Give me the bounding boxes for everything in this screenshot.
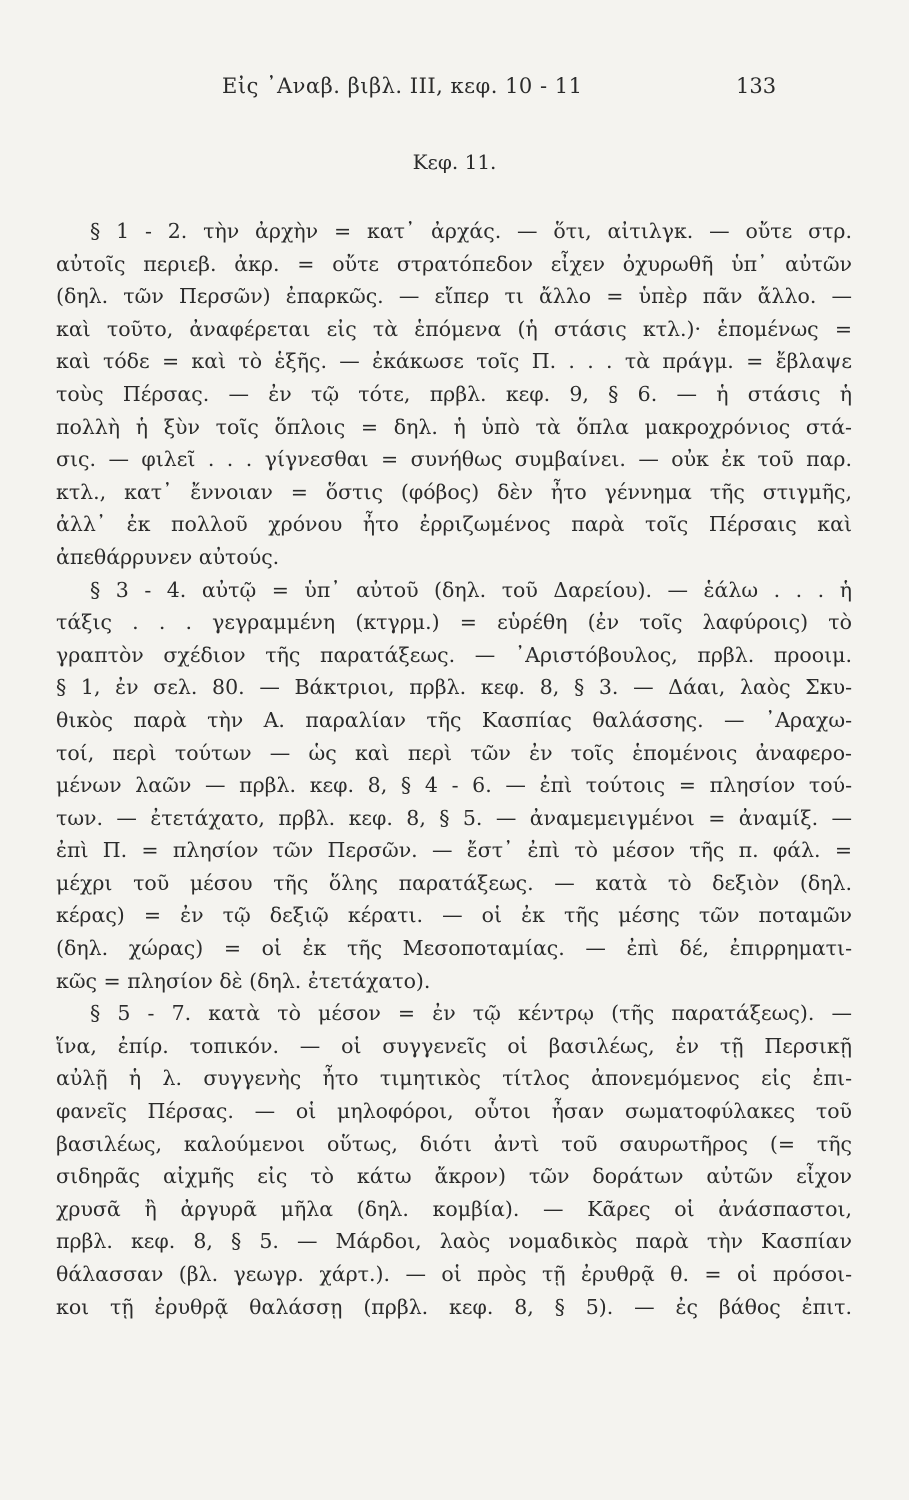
text-line: βασιλέως, καλούμενοι οὕτως, διότι ἀντὶ τοῦ σαυρωτῆρος (= τῆς — [56, 1131, 852, 1156]
running-title: Εἰς ᾿Αναβ. βιβλ. III, κεφ. 10 - 11 — [222, 74, 583, 98]
text-line: (δηλ. χώρας) = οἱ ἐκ τῆς Μεσοποταμίας. — ἐπὶ δέ, ἐπιρρηματι- — [56, 936, 852, 961]
text-line: κτλ., κατ᾿ ἔννοιαν = ὅστις (φόβος) δὲν ἦτο γέννημα τῆς στιγμῆς, — [56, 479, 852, 504]
text-line: κέρας) = ἐν τῷ δεξιῷ κέρατι. — οἱ ἐκ τῆς μέσης τῶν ποταμῶν — [56, 903, 852, 928]
text-line: ἀπεθάρρυνεν αὐτούς. — [56, 544, 280, 569]
text-line: ἵνα, ἐπίρ. τοπικόν. — οἱ συγγενεῖς οἱ βασιλέως, ἐν τῇ Περσικῇ — [56, 1033, 852, 1058]
text-line: § 3 - 4. αὐτῷ = ὑπ᾿ αὐτοῦ (δηλ. τοῦ Δαρείου). — ἑάλω . . . ἡ — [90, 577, 852, 602]
text-line: § 1 - 2. τὴν ἀρχὴν = κατ᾿ ἀρχάς. — ὅτι, αἰτιλγκ. — οὔτε στρ. — [90, 219, 852, 243]
text-line: ἐπὶ Π. = πλησίον τῶν Περσῶν. — ἔστ᾿ ἐπὶ τὸ μέσον τῆς π. φάλ. = — [56, 838, 852, 863]
text-line: μένων λαῶν — πρβλ. κεφ. 8, § 4 - 6. — ἐπὶ τούτοις = πλησίον τού- — [56, 773, 852, 798]
text-line: ἀλλ᾿ ἐκ πολλοῦ χρόνου ἦτο ἐρριζωμένος παρὰ τοῖς Πέρσαις καὶ — [56, 512, 852, 537]
text-line: μέχρι τοῦ μέσου τῆς ὅλης παρατάξεως. — κατὰ τὸ δεξιὸν (δηλ. — [56, 870, 852, 895]
text-line: τάξις . . . γεγραμμένη (κτγρμ.) = εὑρέθη (ἐν τοῖς λαφύροις) τὸ — [56, 610, 852, 635]
text-line: αὐλῇ ἡ λ. συγγενὴς ἦτο τιμητικὸς τίτλος ἀπονεμόμενος εἰς ἐπι- — [56, 1066, 852, 1091]
text-line: σις. — φιλεῖ . . . γίγνεσθαι = συνήθως συμβαίνει. — οὐκ ἐκ τοῦ παρ. — [56, 447, 852, 472]
text-line: θάλασσαν (βλ. γεωγρ. χάρτ.). — οἱ πρὸς τῇ ἐρυθρᾷ θ. = οἱ πρόσοι- — [56, 1262, 852, 1286]
text-line: § 5 - 7. κατὰ τὸ μέσον = ἐν τῷ κέντρῳ (τῆς παρατάξεως). — — [90, 1001, 852, 1026]
text-line: κοι τῇ ἐρυθρᾷ θαλάσσῃ (πρβλ. κεφ. 8, § 5). — ἐς βάθος ἐπιτ. — [56, 1294, 852, 1319]
chapter-heading: Κεφ. 11. — [412, 150, 497, 174]
text-line: χρυσᾶ ἢ ἀργυρᾶ μῆλα (δηλ. κομβία). — Κᾶρες οἱ ἀνάσπαστοι, — [56, 1196, 852, 1221]
running-head — [0, 74, 909, 114]
text-line: πρβλ. κεφ. 8, § 5. — Μάρδοι, λαὸς νομαδικὸς παρὰ τὴν Κασπίαν — [56, 1229, 852, 1254]
text-line: § 1, ἐν σελ. 80. — Βάκτριοι, πρβλ. κεφ. 8, § 3. — Δάαι, λαὸς Σκυ- — [56, 675, 852, 700]
text-line: θικὸς παρὰ τὴν Α. παραλίαν τῆς Κασπίας θαλάσσης. — ᾿Αραχω- — [56, 707, 852, 732]
text-line: των. — ἐτετάχατο, πρβλ. κεφ. 8, § 5. — ἀναμεμειγμένοι = ἀναμίξ. — — [56, 805, 852, 830]
text-line: γραπτὸν σχέδιον τῆς παρατάξεως. — ᾿Αριστόβουλος, πρβλ. προοιμ. — [56, 642, 852, 667]
text-line: πολλὴ ἡ ξὺν τοῖς ὅπλοις = δηλ. ἡ ὑπὸ τὰ ὅπλα μακροχρόνιος στά- — [56, 414, 852, 439]
text-line: κῶς = πλησίον δὲ (δηλ. ἐτετάχατο). — [56, 968, 431, 993]
commentary-text — [56, 215, 852, 1323]
text-line: τοὺς Πέρσας. — ἐν τῷ τότε, πρβλ. κεφ. 9, § 6. — ἡ στάσις ἡ — [56, 381, 852, 406]
text-line: σιδηρᾶς αἰχμῆς εἰς τὸ κάτω ἄκρον) τῶν δοράτων αὐτῶν εἶχον — [56, 1164, 852, 1189]
text-line: (δηλ. τῶν Περσῶν) ἐπαρκῶς. — εἴπερ τι ἄλλο = ὑπὲρ πᾶν ἄλλο. — — [56, 284, 852, 309]
text-line: καὶ τοῦτο, ἀναφέρεται εἰς τὰ ἑπόμενα (ἡ στάσις κτλ.)· ἑπομένως = — [56, 316, 852, 341]
page-number: 133 — [736, 74, 777, 98]
text-line: αὐτοῖς περιεβ. ἀκρ. = οὔτε στρατόπεδον εἶχεν ὀχυρωθῆ ὑπ᾿ αὐτῶν — [56, 251, 852, 276]
text-line: φανεῖς Πέρσας. — οἱ μηλοφόροι, οὗτοι ἦσαν σωματοφύλακες τοῦ — [56, 1099, 852, 1124]
text-line: καὶ τόδε = καὶ τὸ ἑξῆς. — ἐκάκωσε τοῖς Π. . . . τὰ πράγμ. = ἔβλαψε — [56, 349, 852, 374]
text-line: τοί, περὶ τούτων — ὡς καὶ περὶ τῶν ἐν τοῖς ἑπομένοις ἀναφερο- — [56, 740, 852, 765]
